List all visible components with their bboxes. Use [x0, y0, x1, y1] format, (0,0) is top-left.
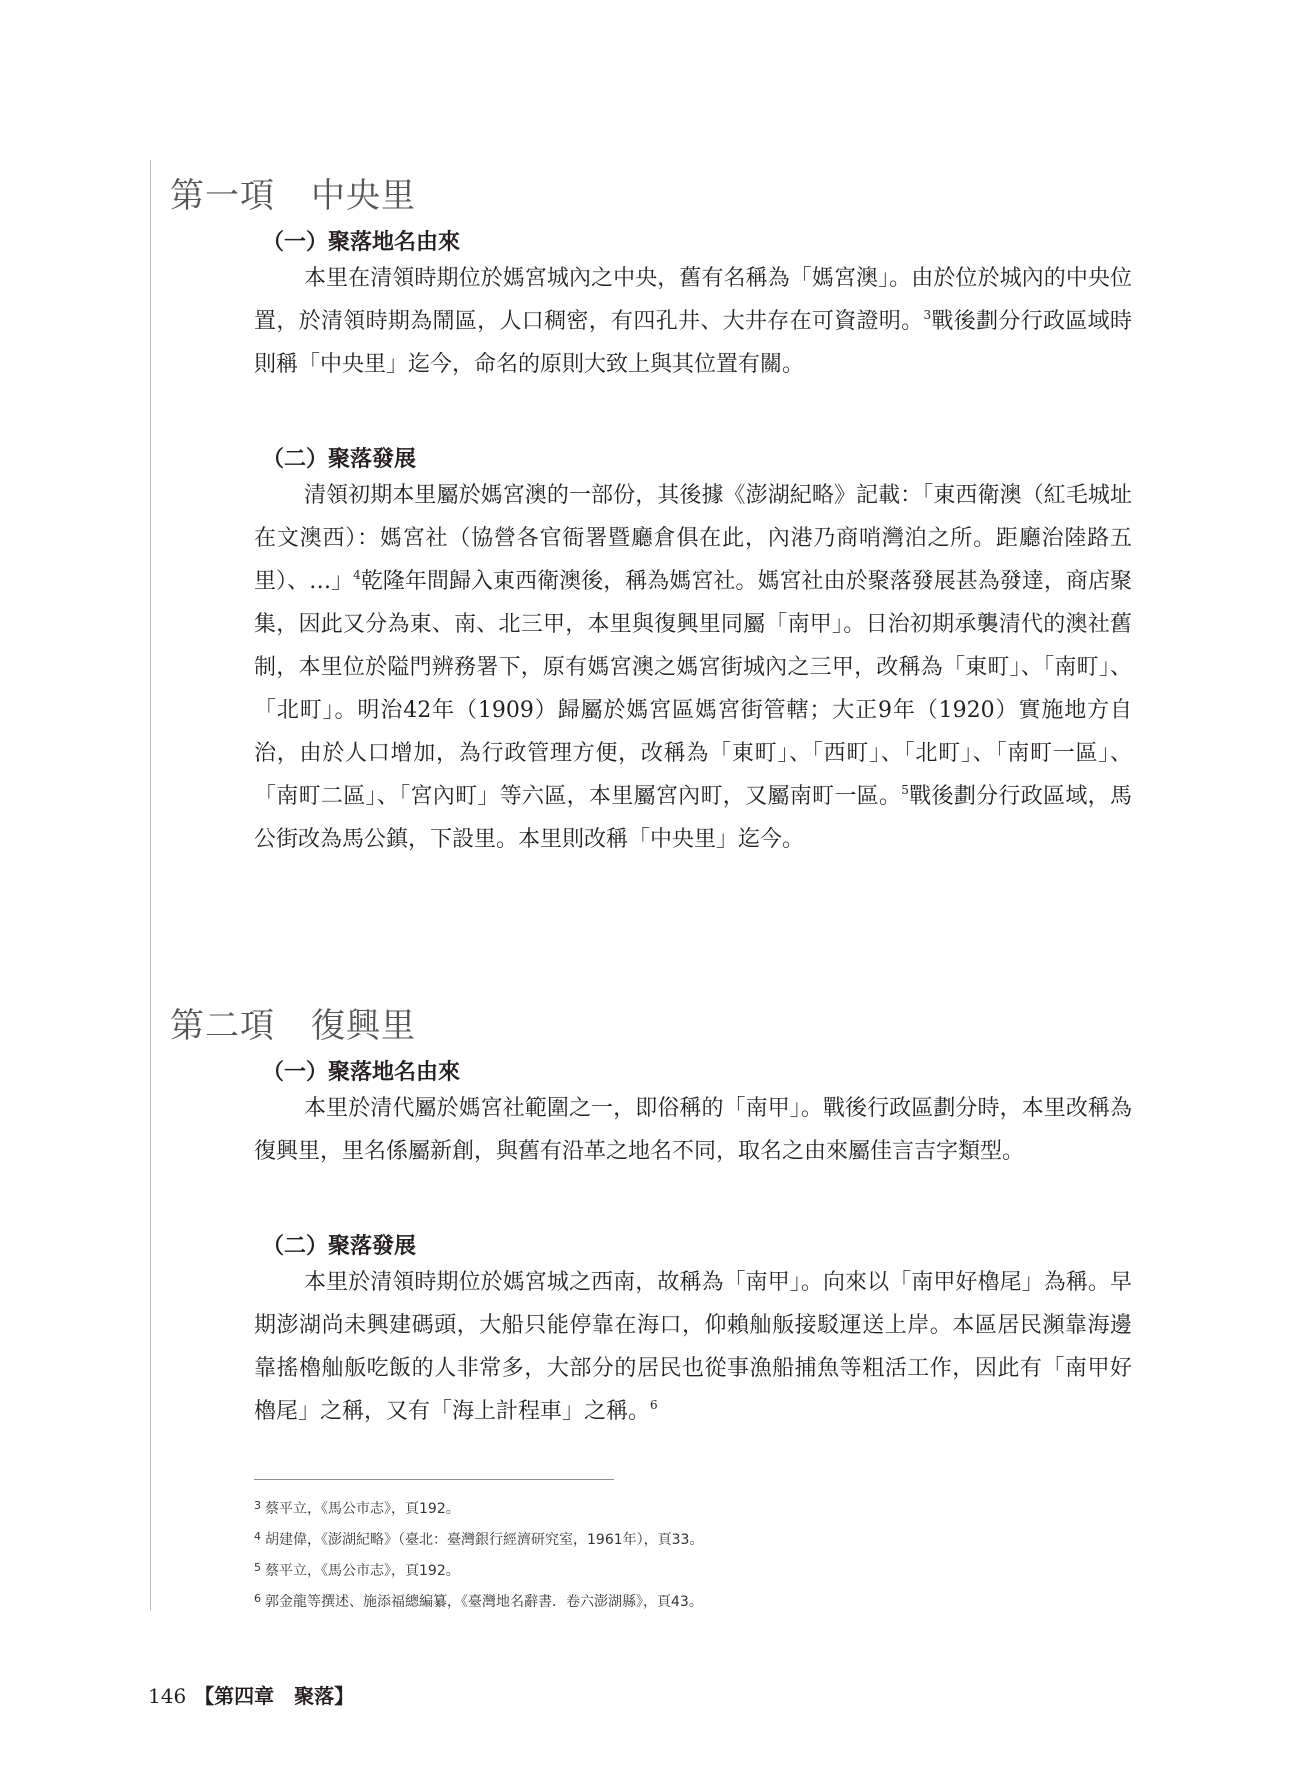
footnote-item: $^3$ 蔡平立，《馬公市志》，頁192。: [254, 1499, 460, 1517]
footnote-item: $^6$ 郭金龍等撰述、施添福總編纂，《臺灣地名辭書．卷六澎湖縣》，頁43。: [254, 1592, 703, 1610]
paragraph-zhongyang-origin: 本里在清領時期位於媽宮城內之中央，舊有名稱為「媽宮澳」。由於位於城內的中央位置，於清領時期為鬧區，人口稠密，有四孔井、大井存在可資證明。$^3$戰後劃分行政區域時則稱「中央里」迄今，命名的原則大致上與其位置有關。: [254, 266, 1132, 377]
footnote-ref-6[interactable]: 6: [650, 1398, 658, 1412]
footnotes: [254, 1492, 1132, 1616]
footnote-ref-3[interactable]: 3: [923, 308, 932, 322]
section-number: 第二項: [170, 1006, 275, 1046]
section-name: 復興里: [311, 1006, 416, 1046]
paragraph-fuxing-development: 本里於清領時期位於媽宮城之西南，故稱為「南甲」。向來以「南甲好櫓尾」為稱。早期澎湖尚未興建碼頭，大船只能停靠在海口，仰賴舢舨接駁運送上岸。本區居民瀕靠海邊靠搖櫓舢舨吃飯的人非常多，大部分的居民也從事漁船捕魚等粗活工作，因此有「南甲好櫓尾」之稱，又有「海上計程車」之稱。$^6$: [254, 1270, 1132, 1424]
section-number: 第一項: [170, 176, 275, 216]
chapter-label: 【第四章 聚落】: [194, 1684, 355, 1708]
footnote-item: $^4$ 胡建偉，《澎湖紀略》（臺北：臺灣銀行經濟研究室，1961年），頁33。: [254, 1530, 704, 1548]
footnote-ref-5[interactable]: 5: [901, 783, 909, 797]
footnote-ref-4[interactable]: 4: [353, 568, 361, 582]
paragraph-zhongyang-development: 清領初期本里屬於媽宮澳的一部份，其後據《澎湖紀略》記載：「東西衛澳（紅毛城址在文澳西）：媽宮社（協營各官衙署暨廳倉俱在此，內港乃商哨灣泊之所。距廳治陸路五里）、…」$^4$乾隆年間歸入東西衛澳後，稱為媽宮社。媽宮社由於聚落發展甚為發達，商店聚集，因此又分為東、南、北三甲，本里與復興里同屬「南甲」。日治初期承襲清代的澳社舊制，本里位於隘門辨務署下，原有媽宮澳之媽宮街城內之三甲，改稱為「東町」、「南町」、「北町」。明治42年（1909）歸屬於媽宮區媽宮街管轄；大正9年（1920）實施地方自治，由於人口增加，為行政管理方便，改稱為「東町」、「西町」、「北町」、「南町一區」、「南町二區」、「宮內町」等六區，本里屬宮內町，又屬南町一區。$^5$戰後劃分行政區域，馬公街改為馬公鎮，下設里。本里則改稱「中央里」迄今。: [254, 483, 1132, 852]
margin-rule: [150, 160, 151, 1610]
paragraph-fuxing-origin: 本里於清代屬於媽宮社範圍之一，即俗稱的「南甲」。戰後行政區劃分時，本里改稱為復興里，里名係屬新創，與舊有沿革之地名不同，取名之由來屬佳言吉字類型。: [254, 1096, 1132, 1164]
section-title-zhongyang: [170, 168, 416, 217]
footnote-divider: [254, 1479, 614, 1480]
page-number: 146: [148, 1684, 187, 1708]
page-footer: [148, 1680, 354, 1709]
subheading-place-name-origin: （一）聚落地名由來: [262, 1059, 461, 1085]
footnote-item: $^5$ 蔡平立，《馬公市志》，頁192。: [254, 1561, 460, 1579]
subheading-settlement-development: （二）聚落發展: [262, 446, 417, 472]
subheading-settlement-development: （二）聚落發展: [262, 1233, 417, 1259]
section-title-fuxing: [170, 998, 416, 1047]
subheading-place-name-origin: （一）聚落地名由來: [262, 229, 461, 255]
section-name: 中央里: [311, 176, 416, 216]
